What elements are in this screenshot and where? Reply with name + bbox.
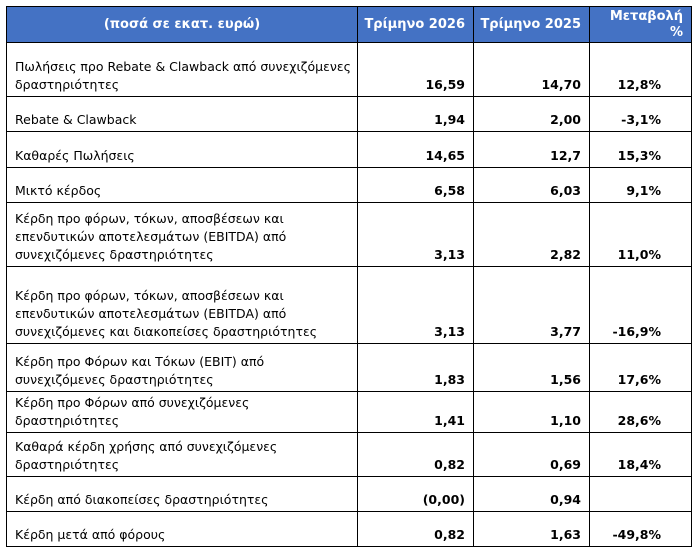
value-2026: 3,13 (358, 267, 474, 344)
row-label: Καθαρά κέρδη χρήσης από συνεχιζόμενες δραστηριότητες (7, 433, 358, 477)
financial-results-table (6, 6, 692, 547)
value-2025: 3,77 (474, 267, 590, 344)
value-2025: 6,03 (474, 168, 590, 203)
value-2025: 0,94 (474, 477, 590, 512)
header-amounts-label: (ποσά σε εκατ. ευρώ) (7, 7, 358, 43)
table-row (7, 512, 692, 547)
value-2025: 12,7 (474, 132, 590, 168)
header-quarter-2026: Τρίμηνο 2026 (358, 7, 474, 43)
change-percent: 9,1% (590, 168, 692, 203)
value-2026: 14,65 (358, 132, 474, 168)
value-2026: 1,41 (358, 392, 474, 433)
row-label: Κέρδη προ Φόρων από συνεχιζόμενες δραστηριότητες (7, 392, 358, 433)
value-2026: 1,94 (358, 97, 474, 132)
change-percent: 28,6% (590, 392, 692, 433)
row-label: Rebate & Clawback (7, 97, 358, 132)
change-percent: 15,3% (590, 132, 692, 168)
table-row (7, 168, 692, 203)
table-row (7, 203, 692, 267)
change-percent: 18,4% (590, 433, 692, 477)
value-2026: 1,83 (358, 344, 474, 392)
table-row (7, 477, 692, 512)
row-label: Κέρδη προ φόρων, τόκων, αποσβέσεων και επενδυτικών αποτελεσμάτων (EBITDA) από συνεχιζόμενες και διακοπείσες δραστηριότητες (7, 267, 358, 344)
table-row (7, 267, 692, 344)
change-percent: 11,0% (590, 203, 692, 267)
value-2026: 3,13 (358, 203, 474, 267)
value-2026: (0,00) (358, 477, 474, 512)
row-label: Κέρδη προ φόρων, τόκων, αποσβέσεων και επενδυτικών αποτελεσμάτων (EBITDA) από συνεχιζόμενες δραστηριότητες (7, 203, 358, 267)
value-2025: 1,10 (474, 392, 590, 433)
table-row (7, 97, 692, 132)
row-label: Μικτό κέρδος (7, 168, 358, 203)
table-row (7, 392, 692, 433)
value-2025: 2,00 (474, 97, 590, 132)
value-2025: 1,56 (474, 344, 590, 392)
change-percent: -49,8% (590, 512, 692, 547)
change-percent: -3,1% (590, 97, 692, 132)
header-quarter-2025: Τρίμηνο 2025 (474, 7, 590, 43)
change-percent (590, 477, 692, 512)
table-row (7, 433, 692, 477)
table-row (7, 132, 692, 168)
value-2026: 6,58 (358, 168, 474, 203)
value-2026: 16,59 (358, 43, 474, 97)
row-label: Καθαρές Πωλήσεις (7, 132, 358, 168)
row-label: Πωλήσεις προ Rebate & Clawback από συνεχιζόμενες δραστηριότητες (7, 43, 358, 97)
table-row (7, 344, 692, 392)
value-2026: 0,82 (358, 512, 474, 547)
row-label: Κέρδη από διακοπείσες δραστηριότητες (7, 477, 358, 512)
value-2025: 2,82 (474, 203, 590, 267)
value-2025: 0,69 (474, 433, 590, 477)
table-header-row (7, 7, 692, 43)
table-row (7, 43, 692, 97)
value-2025: 1,63 (474, 512, 590, 547)
change-percent: 12,8% (590, 43, 692, 97)
change-percent: 17,6% (590, 344, 692, 392)
row-label: Κέρδη μετά από φόρους (7, 512, 358, 547)
row-label: Κέρδη προ Φόρων και Τόκων (EBIT) από συνεχιζόμενες δραστηριότητες (7, 344, 358, 392)
value-2026: 0,82 (358, 433, 474, 477)
value-2025: 14,70 (474, 43, 590, 97)
header-change-percent: Μεταβολή % (590, 7, 692, 43)
change-percent: -16,9% (590, 267, 692, 344)
